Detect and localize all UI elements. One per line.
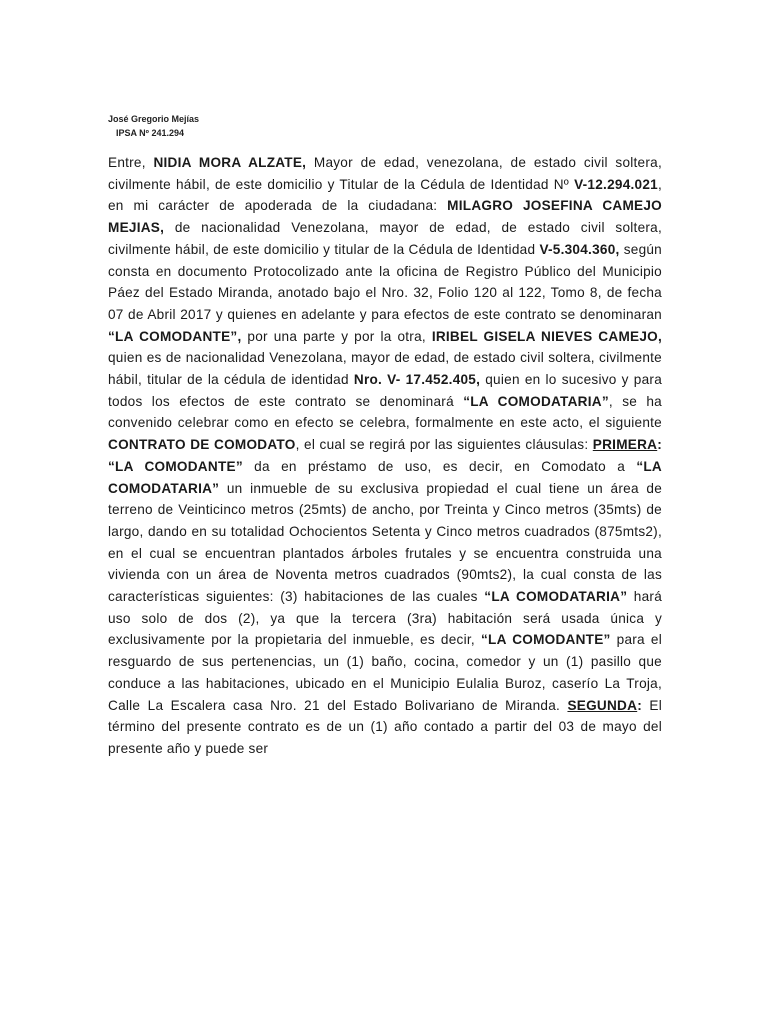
text-run: según consta en documento Protocolizado ante la oficina de Registro Público del Municipio Páez del Estado Miranda, anotado bajo el Nro. 32, Folio 120 al 122, Tomo 8, de fecha 07 de Abril 2017 y quienes en adelante y para efectos de este contrato se denominaran bbox=[108, 241, 662, 322]
contract-body bbox=[108, 152, 662, 760]
text-run: , el cual se regirá por las siguientes cláusulas: bbox=[295, 437, 593, 453]
text-run: Mayor de edad, venezolana, de estado civil soltera, civilmente hábil, de este domicilio y Titular de la Cédula de Identidad Nº bbox=[108, 155, 662, 192]
text-run: quien es de nacionalidad Venezolana, mayor de edad, de estado civil soltera, civilmente hábil, titular de la cédula de identidad bbox=[108, 350, 662, 388]
emphasized-text: CONTRATO DE COMODATO bbox=[108, 437, 296, 453]
author-name: José Gregorio Mejías bbox=[108, 114, 200, 124]
emphasized-text: MILAGRO JOSEFINA CAMEJO MEJIAS, bbox=[108, 198, 662, 236]
emphasized-text: Nro. V- 17.452.405, bbox=[353, 372, 481, 388]
emphasized-text: IRIBEL GISELA NIEVES CAMEJO, bbox=[431, 328, 662, 344]
text-run: quien en lo sucesivo y para todos los efectos de este contrato se denominará bbox=[108, 372, 663, 409]
emphasized-text: “LA COMODATARIA” bbox=[463, 393, 609, 409]
text-run: da en préstamo de uso, es decir, en Comodato a bbox=[242, 458, 637, 474]
letterhead bbox=[108, 112, 199, 140]
text-run: , en mi carácter de apoderada de la ciudadana: bbox=[108, 176, 662, 214]
text-run: Entre, bbox=[108, 155, 154, 170]
emphasized-text: “LA COMODANTE” bbox=[480, 632, 611, 648]
license-number: IPSA Nº 241.294 bbox=[116, 128, 184, 138]
emphasized-text: NIDIA MORA ALZATE, bbox=[153, 155, 307, 170]
text-run: de nacionalidad Venezolana, mayor de edad, de estado civil soltera, civilmente hábil, de este domicilio y titular de la Cédula de Identidad bbox=[108, 220, 662, 257]
emphasized-text: “LA COMODATARIA” bbox=[484, 589, 628, 605]
emphasized-text: “LA COMODATARIA” bbox=[108, 458, 662, 496]
emphasized-text: : bbox=[637, 697, 642, 713]
text-run: , se ha convenido celebrar como en efecto se celebra, formalmente en este acto, el siguiente bbox=[108, 393, 662, 431]
text-run: un inmueble de su exclusiva propiedad el cual tiene un área de terreno de Veinticinco metros (25mts) de ancho, por Treinta y Cinco metros (35mts) de largo, dando en su totalidad Ochocientos Setenta y Cinco metros cuadrados (875mts2), en el cual se encuentran plantados árboles frutales y se encuentra construida una vivienda con un área de Noventa metros cuadrados (90mts2), la cual consta de las características siguientes: (3) habitaciones de las cuales bbox=[108, 480, 662, 605]
emphasized-text: “LA COMODANTE”, bbox=[108, 328, 242, 344]
emphasized-text: V-12.294.021 bbox=[574, 176, 658, 192]
emphasized-text: : bbox=[657, 437, 662, 453]
emphasized-text: V-5.304.360, bbox=[539, 241, 620, 257]
text-run: El término del presente contrato es de un (1) año contado a partir del 03 de mayo del presente año y puede ser bbox=[108, 697, 662, 756]
text-run: por una parte y por la otra, bbox=[241, 328, 432, 344]
emphasized-text: PRIMERA bbox=[592, 437, 658, 453]
emphasized-text: SEGUNDA bbox=[567, 697, 638, 713]
text-run: hará uso solo de dos (2), ya que la tercera (3ra) habitación será usada única y exclusivamente por la propietaria del inmueble, es decir, bbox=[108, 589, 663, 648]
text-run: para el resguardo de sus pertenencias, un (1) baño, cocina, comedor y un (1) pasillo que conduce a las habitaciones, ubicado en el Municipio Eulalia Buroz, caserío La Troja, Calle La Escalera casa Nro. 21 del Estado Bolivariano de Miranda. bbox=[108, 632, 662, 713]
emphasized-text: “LA COMODANTE” bbox=[108, 458, 243, 474]
